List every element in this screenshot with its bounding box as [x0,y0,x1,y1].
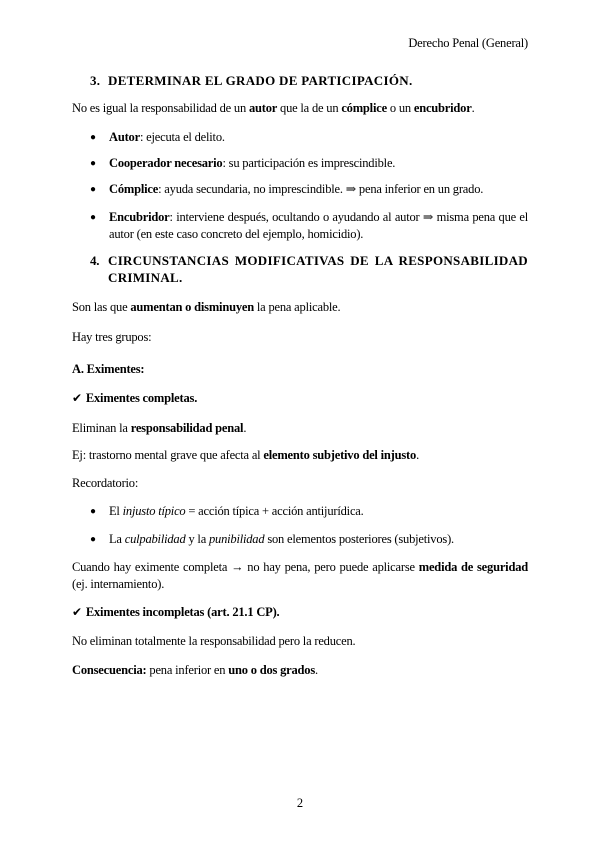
list-item: ● Autor: ejecuta el delito. [90,130,225,144]
list-item: ● Cooperador necesario: su participación es imprescindible. [90,156,396,170]
paragraph: Hay tres grupos: [72,330,152,344]
list-item: ● Encubridor: interviene después, ocultando o ayudando al autor ⇒ misma pena que el autor (en este caso concreto del ejemplo, homicidio). [90,210,528,241]
paragraph: Son las que aumentan o disminuyen la pena aplicable. [72,300,341,314]
paragraph: Cuando hay eximente completa → no hay pena, pero puede aplicarse medida de seguridad (ej. internamiento). [72,560,528,591]
bullet-icon: ● [90,158,96,169]
section-3-intro: No es igual la responsabilidad de un autor que la de un cómplice o un encubridor. [72,101,475,115]
bullet-icon: ● [90,132,96,143]
paragraph: Eliminan la responsabilidad penal. [72,421,247,435]
checkmark-icon: ✔ [72,391,82,405]
list-item: ● Cómplice: ayuda secundaria, no imprescindible. ⇒ pena inferior en un grado. [90,182,484,196]
paragraph: Ej: trastorno mental grave que afecta al elemento subjetivo del injusto. [72,448,419,462]
bullet-icon: ● [90,506,96,517]
page-number: 2 [296,796,304,810]
section-4-heading: 4. CIRCUNSTANCIAS MODIFICATIVAS DE LA RESPONSABILIDAD CRIMINAL. [90,253,528,285]
checkmark-icon: ✔ [72,605,82,619]
subheading-incompletas: ✔ Eximentes incompletas (art. 21.1 CP). [72,605,280,619]
list-item: ● La culpabilidad y la punibilidad son elementos posteriores (subjetivos). [90,532,454,546]
section-3-heading: 3. DETERMINAR EL GRADO DE PARTICIPACIÓN. [90,73,413,88]
bullet-icon: ● [90,184,96,195]
subheading-eximentes: A. Eximentes: [72,362,145,376]
bullet-icon: ● [90,534,96,545]
list-item: ● El injusto típico = acción típica + acción antijurídica. [90,504,364,518]
paragraph: Recordatorio: [72,476,139,490]
subheading-completas: ✔ Eximentes completas. [72,391,198,405]
paragraph: Consecuencia: pena inferior en uno o dos grados. [72,663,318,677]
running-header: Derecho Penal (General) [408,36,528,50]
bullet-icon: ● [90,212,96,223]
paragraph: No eliminan totalmente la responsabilidad pero la reducen. [72,634,356,648]
